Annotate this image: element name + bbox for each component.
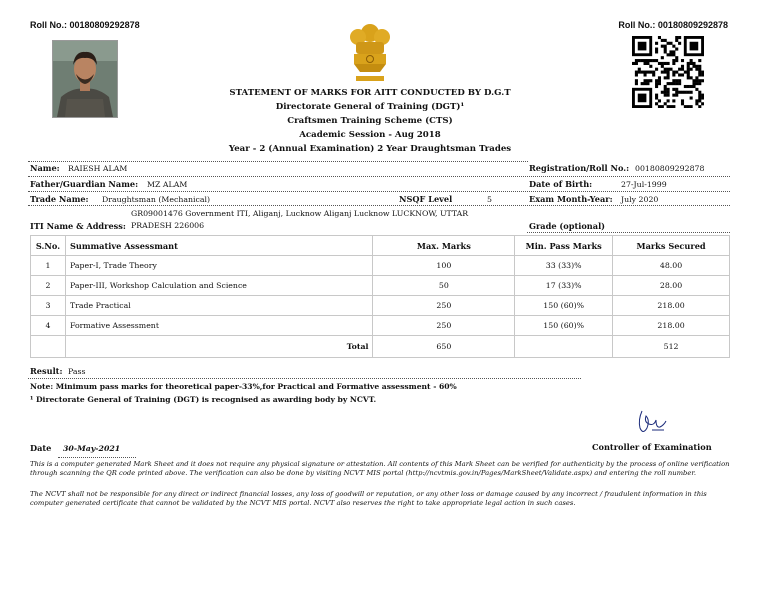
date-value: 30-May-2021 — [63, 444, 121, 453]
roll-label: Roll No.: — [618, 20, 656, 30]
row-secured: 218.00 — [613, 316, 730, 336]
dob-value: 27-Jul-1999 — [621, 180, 667, 189]
divider — [527, 176, 730, 177]
header-subject: Summative Assessmant — [65, 236, 372, 256]
disclaimer-verification: This is a computer generated Mark Sheet and it does not require any physical signature or attestation. All contents of this Mark Sheet can be verified for authenticity by the process of online verification through scanning the QR code printed above. The verification can also be done by visiting NCVT MIS portal (http://ncvtmis.gov.in/Pages/MarkSheet/Validate.aspx) and entering the roll number. — [30, 460, 730, 477]
nsqf-value: 5 — [487, 195, 492, 204]
row-subject: Paper-I, Trade Theory — [65, 256, 372, 276]
title-line: Craftsmen Training Scheme (CTS) — [287, 116, 453, 126]
table-row — [31, 256, 730, 276]
row-secured: 48.00 — [613, 256, 730, 276]
result-value: Pass — [68, 367, 86, 376]
table-row — [31, 316, 730, 336]
signature — [634, 408, 668, 442]
table-row — [31, 296, 730, 316]
divider — [28, 205, 528, 206]
iti-address-line1: GR09001476 Government ITI, Aliganj, Lucknow Aliganj Lucknow LUCKNOW, UTTAR — [131, 209, 469, 218]
table-header-row — [31, 236, 730, 256]
title-line: Directorate General of Training (DGT)¹ — [275, 102, 465, 112]
result-label: Result: — [30, 366, 63, 376]
row-sno: 3 — [31, 296, 66, 316]
trade-label: Trade Name: — [30, 194, 89, 204]
header-sno: S.No. — [31, 236, 66, 256]
row-min: 150 (60)% — [515, 316, 613, 336]
trade-value: Draughtsman (Mechanical) — [102, 195, 211, 204]
registration-label: Registration/Roll No.: — [529, 163, 630, 173]
controller-title: Controller of Examination — [592, 442, 712, 452]
header-min: Min. Pass Marks — [515, 236, 613, 256]
row-subject: Trade Practical — [65, 296, 372, 316]
row-max: 100 — [373, 256, 515, 276]
registration-value: 00180809292878 — [635, 164, 705, 173]
national-emblem-icon — [346, 20, 394, 84]
row-min: 17 (33)% — [515, 276, 613, 296]
roll-label: Roll No.: — [30, 20, 67, 30]
pass-marks-note: Note: Minimum pass marks for theoretical paper-33%,for Practical and Formative assessment - 60% — [30, 382, 457, 391]
dgt-footnote: ¹ Directorate General of Training (DGT) is recognised as awarding body by NCVT. — [30, 395, 377, 404]
row-subject: Paper-III, Workshop Calculation and Science — [65, 276, 372, 296]
name-value: RAIESH ALAM — [68, 164, 128, 173]
row-max: 50 — [373, 276, 515, 296]
date-label: Date — [30, 443, 52, 453]
title-line: Year - 2 (Annual Examination) 2 Year Draughtsman Trades — [228, 144, 512, 154]
row-sno: 1 — [31, 256, 66, 276]
grade-label: Grade (optional) — [529, 221, 606, 231]
title-line: Academic Session - Aug 2018 — [299, 130, 441, 140]
name-label: Name: — [30, 163, 60, 173]
row-sno: 2 — [31, 276, 66, 296]
disclaimer-liability: The NCVT shall not be responsible for any direct or indirect financial losses, any loss of goodwill or reputation, or any other loss or damage caused by any incorrect / fraudulent information in this computer generated certificate that cannot be validated by the NCVT MIS portal. NCVT also reserves the right to take appropriate legal action in such cases. — [30, 490, 707, 507]
nsqf-label: NSQF Level — [399, 194, 453, 204]
document-title-block — [200, 86, 540, 156]
row-max: 250 — [373, 316, 515, 336]
row-secured: 218.00 — [613, 296, 730, 316]
row-secured: 28.00 — [613, 276, 730, 296]
divider — [28, 161, 528, 162]
divider — [28, 191, 528, 192]
roll-value: 00180809292878 — [657, 20, 728, 30]
total-max: 650 — [373, 336, 515, 358]
roll-value: 00180809292878 — [69, 20, 140, 30]
father-label: Father/Guardian Name: — [30, 179, 139, 189]
total-empty — [31, 336, 66, 358]
total-secured: 512 — [613, 336, 730, 358]
divider — [28, 176, 528, 177]
father-value: MZ ALAM — [147, 180, 188, 189]
divider — [527, 205, 730, 206]
student-photo — [52, 40, 118, 118]
total-label: Total — [65, 336, 372, 358]
exam-value: July 2020 — [621, 195, 659, 204]
row-min: 150 (60)% — [515, 296, 613, 316]
total-empty — [515, 336, 613, 358]
divider — [527, 191, 730, 192]
iti-label: ITI Name & Address: — [30, 221, 126, 231]
row-min: 33 (33)% — [515, 256, 613, 276]
row-subject: Formative Assessment — [65, 316, 372, 336]
row-sno: 4 — [31, 316, 66, 336]
exam-label: Exam Month-Year: — [529, 194, 613, 204]
divider — [527, 232, 730, 233]
header-max: Max. Marks — [373, 236, 515, 256]
divider — [58, 457, 136, 458]
marks-table — [30, 235, 730, 358]
header-secured: Marks Secured — [613, 236, 730, 256]
iti-address-line2: PRADESH 226006 — [131, 221, 205, 230]
table-total-row — [31, 336, 730, 358]
table-row — [31, 276, 730, 296]
row-max: 250 — [373, 296, 515, 316]
divider — [28, 378, 581, 379]
roll-number-left — [30, 20, 140, 30]
title-line: STATEMENT OF MARKS FOR AITT CONDUCTED BY D.G.T — [229, 88, 511, 98]
qr-code[interactable] — [632, 36, 704, 108]
roll-number-right — [618, 20, 728, 30]
dob-label: Date of Birth: — [529, 179, 593, 189]
